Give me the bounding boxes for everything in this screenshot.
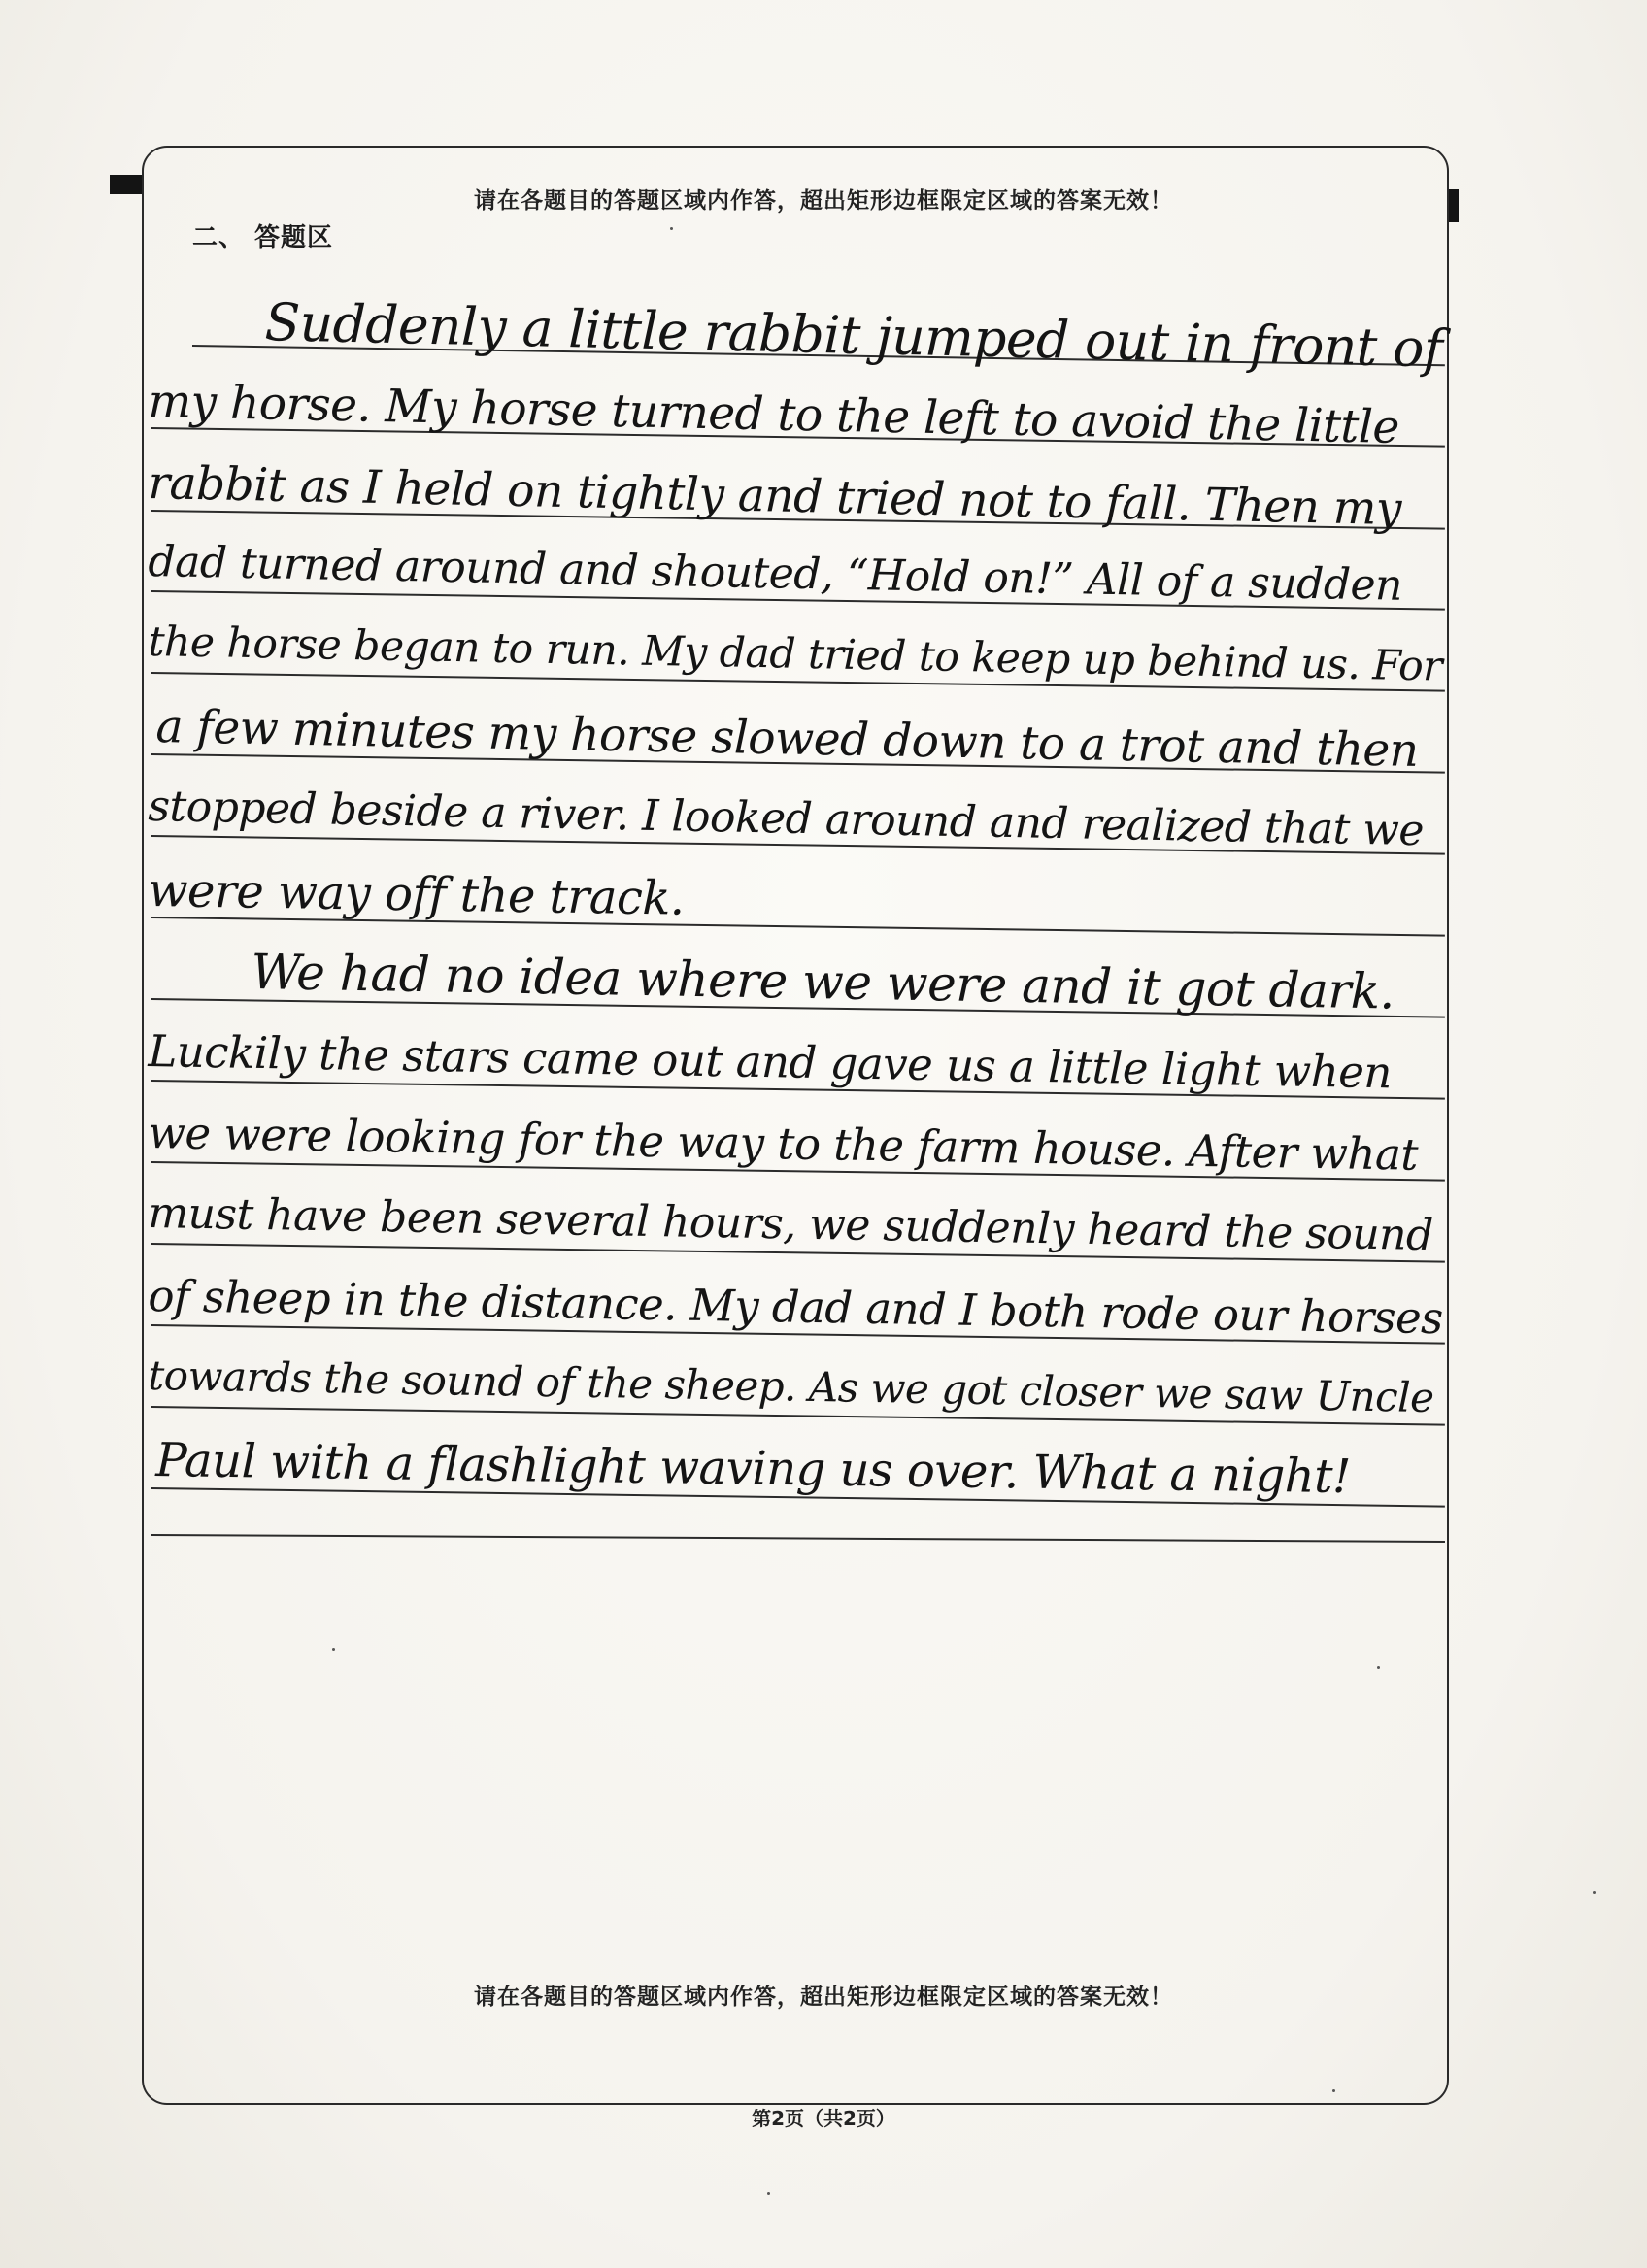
essay-line: my horse. My horse turned to the left to avoid the little (148, 375, 1400, 454)
scan-speck (767, 2192, 770, 2195)
essay-line: rabbit as I held on tightly and tried not to fall. Then my (148, 456, 1402, 537)
scan-speck (1332, 2089, 1335, 2092)
essay-line: Suddenly a little rabbit jumped out in front of (264, 291, 1443, 380)
essay-line: a few minutes my horse slowed down to a trot and then (155, 700, 1419, 778)
essay-line: Paul with a flashlight waving us over. What a night! (155, 1433, 1352, 1505)
scan-speck (1377, 1666, 1380, 1669)
essay-line: towards the sound of the sheep. As we got closer we saw Uncle (148, 1351, 1434, 1422)
essay-line: must have been several hours, we suddenly heard the sound (148, 1188, 1434, 1261)
essay-line: were way off the track. (148, 863, 686, 926)
essay-line: we were looking for the way to the farm house. After what (148, 1107, 1419, 1181)
header-notice: 请在各题目的答题区域内作答，超出矩形边框限定区域的答案无效！ (474, 188, 1173, 214)
section-title: 二、 答题区 (192, 223, 334, 252)
essay-line: Luckily the stars came out and gave us a little light when (148, 1025, 1393, 1099)
essay-line: the horse began to run. My dad tried to keep up behind us. For (148, 618, 1443, 691)
page-number: 第2页（共2页） (752, 2107, 895, 2130)
footer-notice: 请在各题目的答题区域内作答，超出矩形边框限定区域的答案无效！ (474, 1984, 1173, 2010)
scan-speck (332, 1648, 335, 1651)
essay-line: stopped beside a river. I looked around and realized that we (148, 782, 1425, 856)
essay-line: We had no idea where we were and it got dark. (251, 944, 1395, 1020)
essay-line: of sheep in the distance. My dad and I both rode our horses (148, 1270, 1444, 1345)
scan-speck (1593, 1891, 1596, 1894)
essay-line: dad turned around and shouted, “Hold on!” All of a sudden (148, 537, 1403, 611)
scan-speck (670, 227, 673, 230)
